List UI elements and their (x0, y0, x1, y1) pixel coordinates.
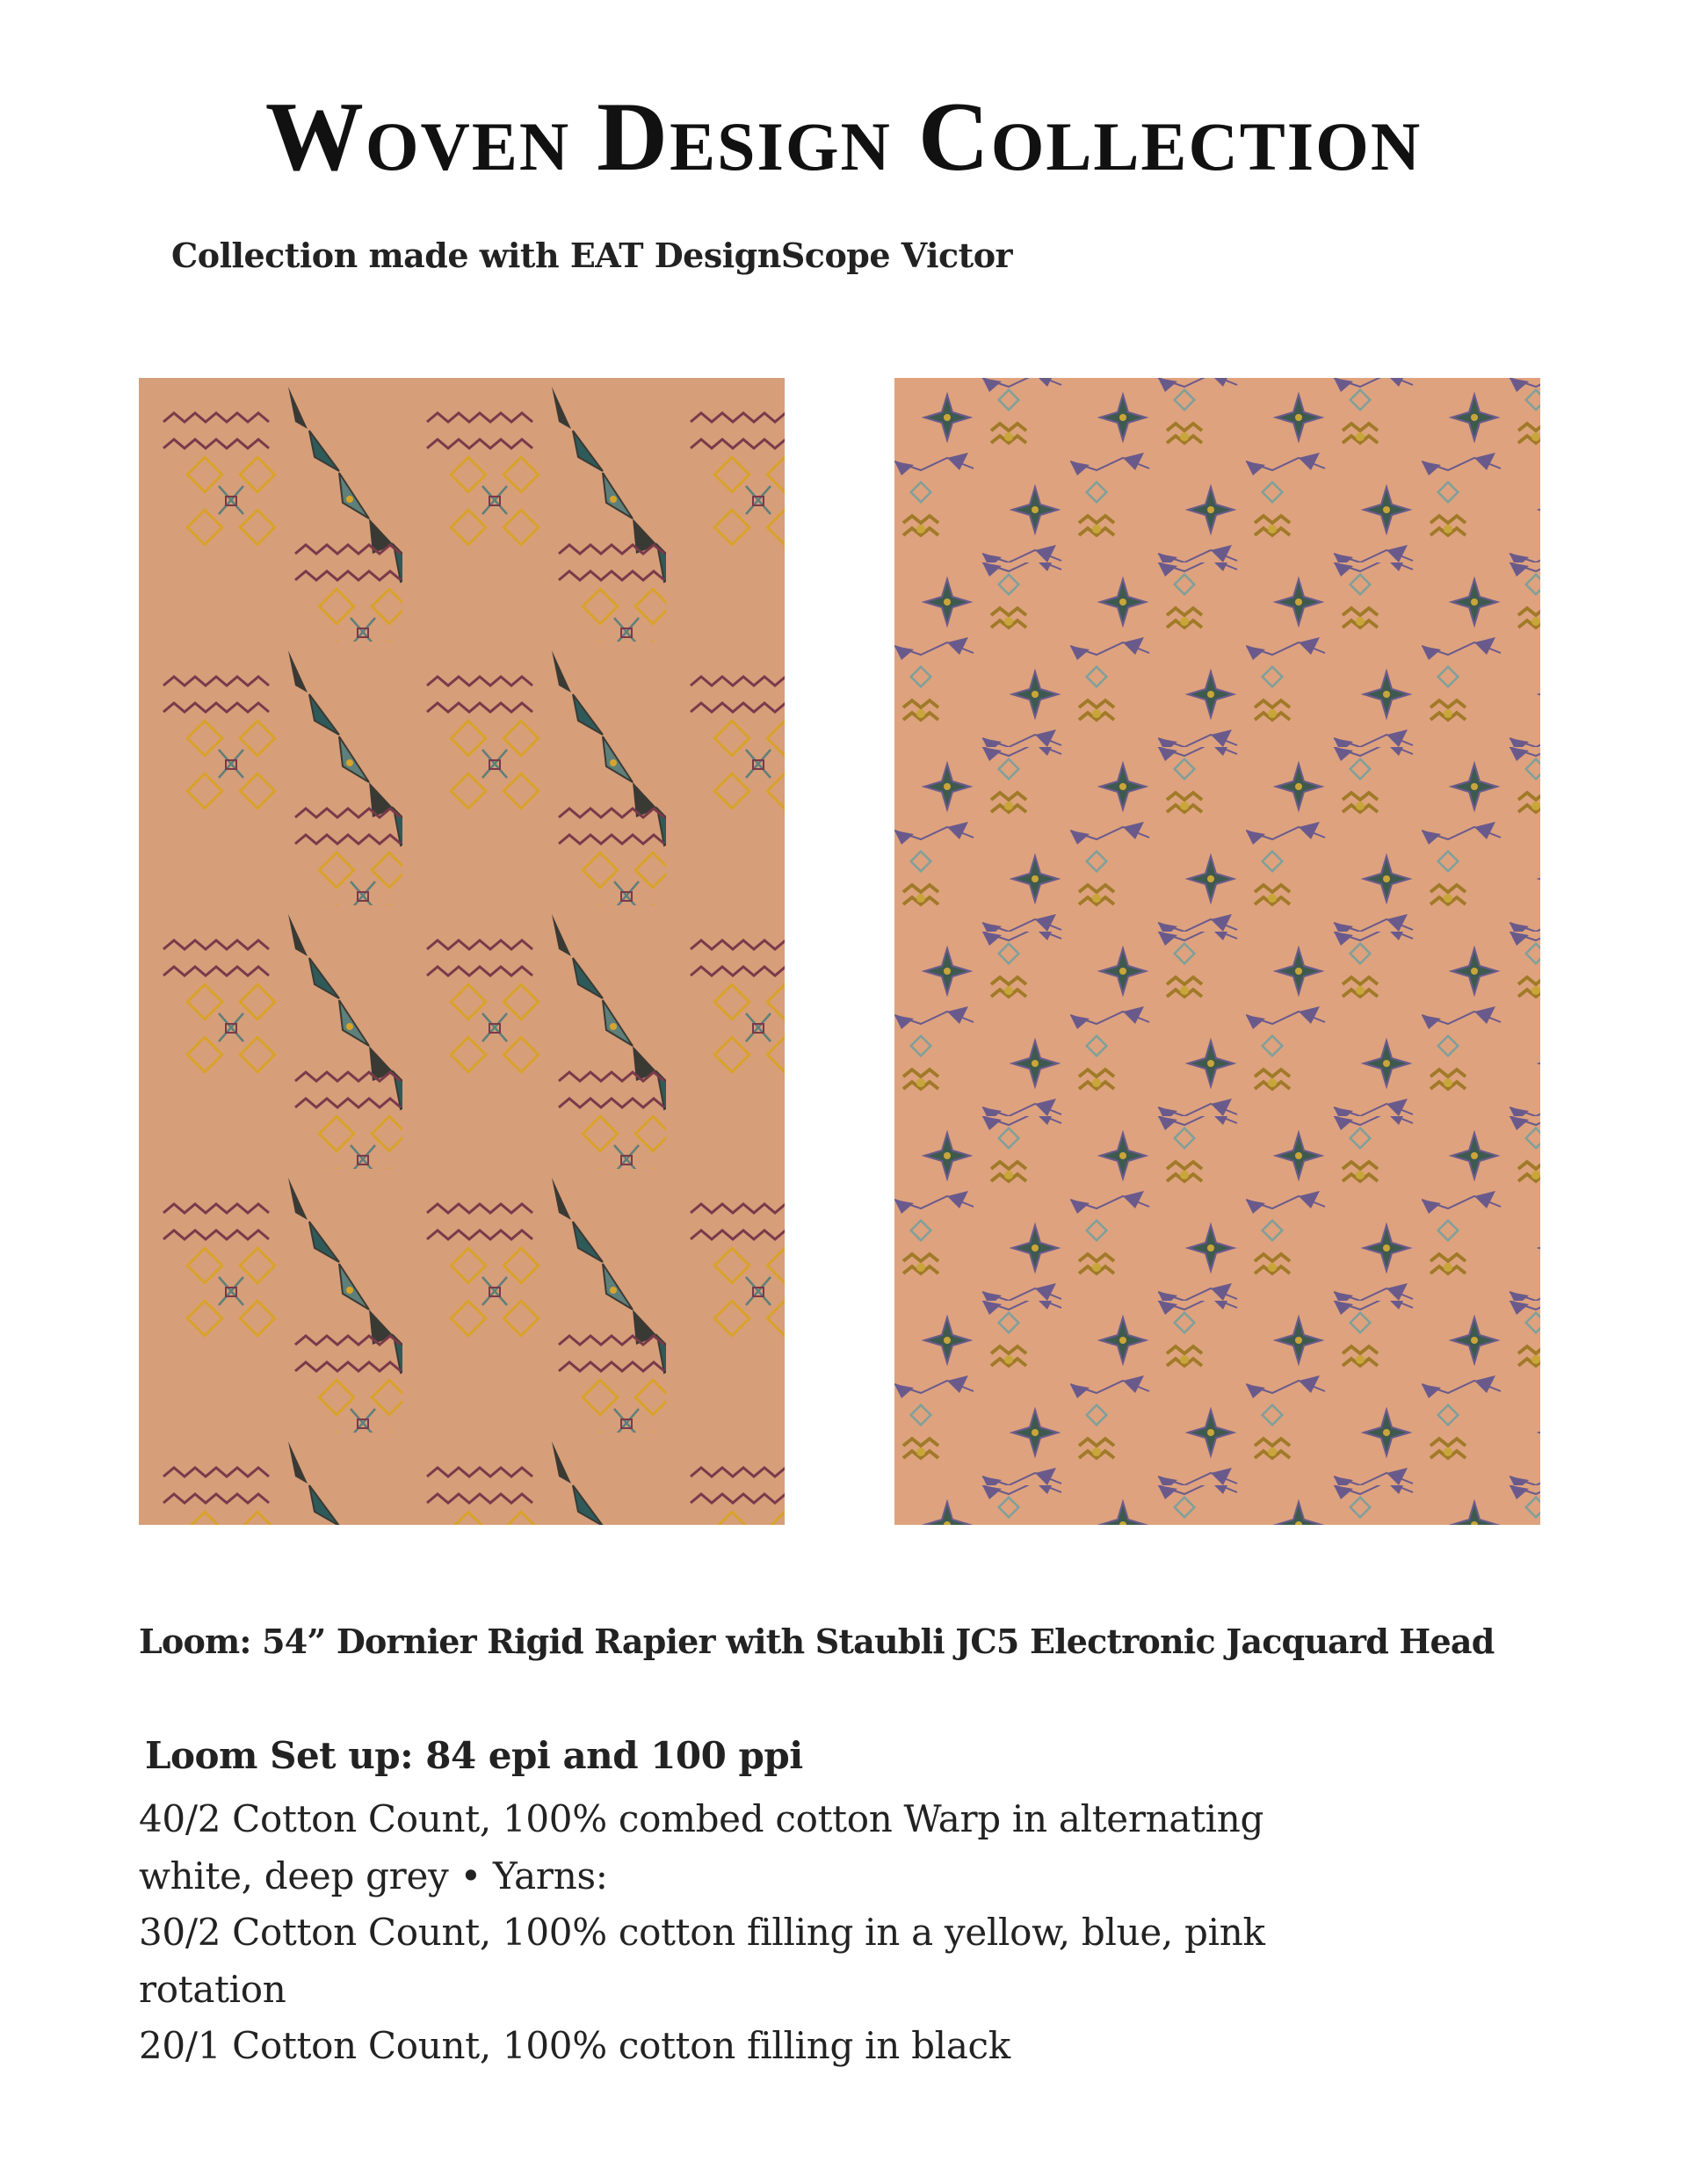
yarn-spec-line: 30/2 Cotton Count, 100% cotton filling in a yellow, blue, pink (139, 1911, 1265, 1954)
loom-spec: Loom: 54” Dornier Rigid Rapier with Staubli JC5 Electronic Jacquard Head (139, 1622, 1495, 1661)
collection-subtitle: Collection made with EAT DesignScope Victor (171, 236, 1013, 275)
collection-title: Woven Design Collection (264, 83, 1423, 192)
yarn-spec-line: 40/2 Cotton Count, 100% combed cotton Warp in alternating (139, 1797, 1264, 1840)
fabric-pattern-right (894, 378, 1540, 1525)
yarn-spec-line: white, deep grey • Yarns: (139, 1854, 608, 1897)
yarn-spec-line: rotation (139, 1967, 286, 2011)
fabric-pattern-left (139, 378, 785, 1525)
fabric-swatch-right (894, 378, 1540, 1525)
yarn-specs (139, 1791, 1457, 2075)
loom-setup-heading: Loom Set up: 84 epi and 100 ppi (145, 1734, 803, 1777)
yarn-spec-line: 20/1 Cotton Count, 100% cotton filling in black (139, 2024, 1010, 2067)
fabric-swatch-left (139, 378, 785, 1525)
